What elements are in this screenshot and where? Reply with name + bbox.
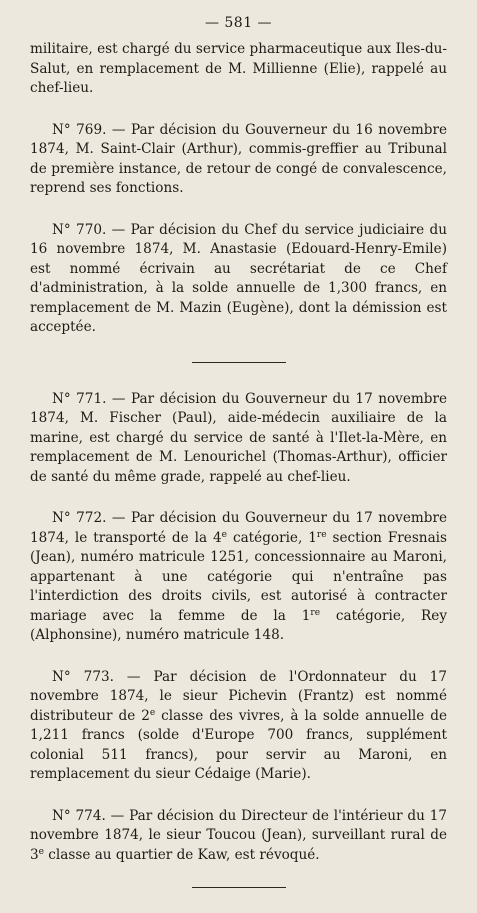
entry-771: [30, 390, 447, 488]
superscript: e: [149, 707, 156, 718]
entry-text: catégorie, Rey (Alphonsine), numéro matricule 148.: [30, 607, 447, 643]
entry-774: [30, 807, 447, 866]
entry-text: — Par décision du Directeur de l'intérieur du 17 novembre 1874, le sieur Toucou (Jean), surveillant rural de 3: [30, 807, 447, 863]
entry-text: — Par décision du Gouverneur du 16 novembre 1874, M. Saint-Clair (Arthur), commis-greffier au Tribunal de première instance, de retour de congé de convalescence, reprend ses fonctions.: [30, 121, 447, 196]
entry-text: — Par décision de l'Ordonnateur du 17 novembre 1874, le sieur Pichevin (Frantz) est nommé distributeur de 2: [30, 668, 447, 724]
separator-rule: [30, 338, 447, 390]
page-number: — 581 —: [204, 15, 273, 31]
superscript: e: [38, 846, 44, 857]
entry-text: — Par décision du Gouverneur du 17 novembre 1874, le transporté de la 4: [30, 510, 447, 546]
superscript: re: [310, 607, 321, 618]
entry-772: [30, 509, 447, 646]
entry-text: catégorie, 1: [227, 529, 317, 546]
superscript: re: [316, 529, 327, 540]
entry-770: [30, 221, 447, 338]
entry-text: section Fresnais (Jean), numéro matricule 1251, concessionnaire au Maroni, appartenant à une catégorie qui n'entraîne pas l'interdiction des droits civils, est autorisé à contracter mariage avec la femme de la 1: [30, 529, 447, 624]
entry-769: [30, 121, 447, 199]
entry-number: N° 772.: [52, 510, 107, 526]
entry-number: N° 769.: [52, 121, 107, 138]
entry-text: classe au quartier de Kaw, est révoqué.: [43, 846, 320, 863]
superscript: e: [221, 529, 227, 540]
entry-text: — Par décision du Chef du service judiciaire du 16 novembre 1874, M. Anastasie (Edouard-Henry-Emile) est nommé écrivain au secrétariat de ce Chef d'administration, à la solde annuelle de 1,300 francs, en remplacement de M. Mazin (Eugène), dont la démission est acceptée.: [30, 221, 448, 335]
entry-number: N° 771.: [52, 390, 107, 407]
entry-number: N° 773.: [52, 668, 114, 685]
separator-rule: [30, 865, 447, 913]
entry-number: N° 774.: [52, 807, 106, 824]
continuation-paragraph: militaire, est chargé du service pharmaceutique aux Iles-du-Salut, en remplacement de M. Millienne (Elie), rappelé au chef-lieu.: [30, 41, 447, 96]
entry-text: classe des vivres, à la solde annuelle de 1,211 francs (solde d'Europe 700 francs, supplément colonial 511 francs), pour servir au Maroni, en remplacement du sieur Cédaige (Marie).: [30, 707, 447, 782]
entry-773: [30, 668, 447, 785]
entry-number: N° 770.: [52, 221, 107, 238]
entries-column: [30, 40, 447, 913]
entry-text: — Par décision du Gouverneur du 17 novembre 1874, M. Fischer (Paul), aide-médecin auxiliaire de la marine, est chargé du service de santé à l'Ilet-la-Mère, en remplacement de M. Lenourichel (Thomas-Arthur), officier de santé du même grade, rappelé au chef-lieu.: [30, 390, 447, 485]
